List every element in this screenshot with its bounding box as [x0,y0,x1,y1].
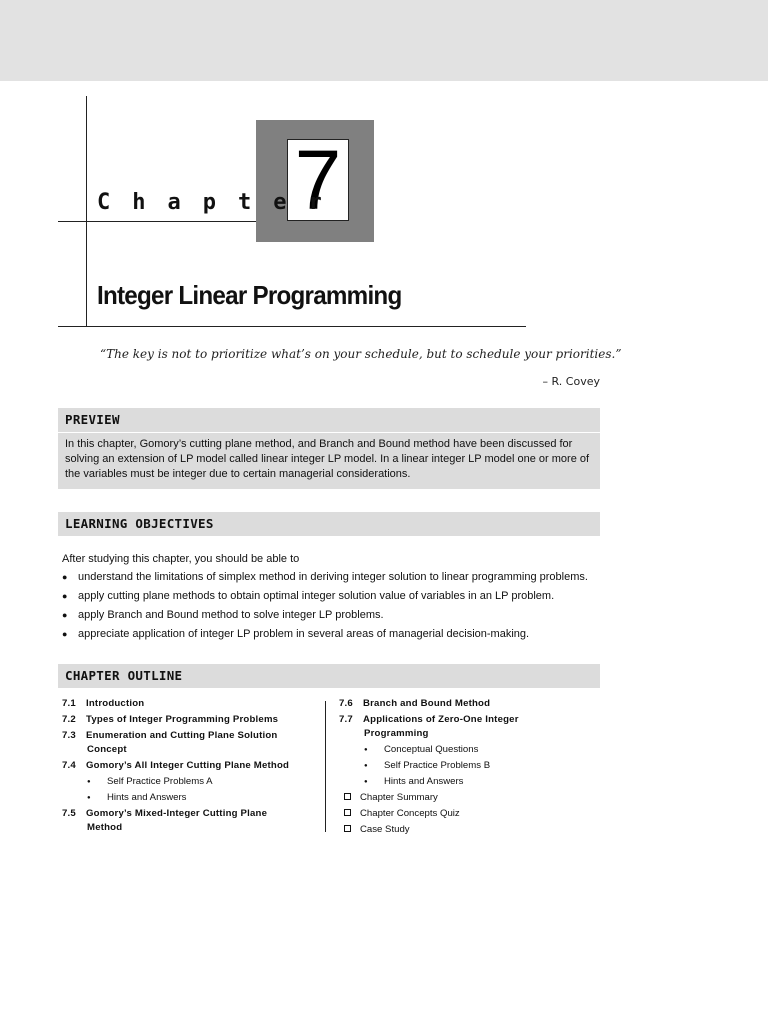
outline-item-continued: Method [87,822,123,833]
outline-divider [325,701,326,832]
checkbox-icon [344,825,351,832]
outline-item: 7.1 Introduction [62,698,145,709]
objectives-intro: After studying this chapter, you should be able to [62,553,300,565]
objective-item: ● understand the limitations of simplex method in deriving integer solution to linear programming problems. [62,570,602,584]
outline-box-item: Chapter Summary [339,791,599,805]
chapter-title: Integer Linear Programming [97,280,402,310]
outline-subitem: ● Hints and Answers [62,791,322,805]
outline-subitem: ● Hints and Answers [339,775,599,789]
outline-item: 7.6 Branch and Bound Method [339,698,491,709]
outline-item: 7.7 Applications of Zero-One Integer [339,714,519,725]
objective-item: ● apply Branch and Bound method to solve integer LP problems. [62,608,602,622]
checkbox-icon [344,809,351,816]
chapter-rule [58,221,270,222]
outline-heading-bar [58,664,600,688]
outline-subitem: ● Conceptual Questions [339,743,599,757]
outline-item: 7.3 Enumeration and Cutting Plane Solution [62,730,278,741]
outline-heading: CHAPTER OUTLINE [65,668,183,683]
chapter-number: 7 [294,139,342,221]
objectives-heading-bar [58,512,600,536]
preview-heading: PREVIEW [65,412,120,427]
outline-subitem: ● Self Practice Problems A [62,775,322,789]
top-banner [0,0,768,81]
chapter-word: Chapter [97,190,344,215]
epigraph-author: – R. Covey [542,375,600,388]
outline-item: 7.2 Types of Integer Programming Problems [62,714,279,725]
objective-item: ● apply cutting plane methods to obtain optimal integer solution value of variables in an LP problem. [62,589,602,603]
outline-item-continued: Concept [87,744,127,755]
outline-box-item: Chapter Concepts Quiz [339,807,599,821]
preview-heading-bar [58,408,600,432]
outline-box-item: Case Study [339,823,599,837]
outline-left-column [62,697,322,837]
outline-subitem: ● Self Practice Problems B [339,759,599,773]
title-rule [58,326,526,327]
objectives-heading: LEARNING OBJECTIVES [65,516,214,531]
objectives-section [62,553,602,646]
outline-item-continued: Programming [364,728,429,739]
objectives-list [62,570,602,641]
vertical-rule [86,96,87,326]
preview-body: In this chapter, Gomory’s cutting plane method, and Branch and Bound method have been discussed for solving an extension of LP model called linear integer LP model. In a linear integer LP model one or more of the variables must be integer due to certain managerial considerations. [58,433,600,489]
outline-right-column [339,697,599,839]
outline-item: 7.5 Gomory’s Mixed-Integer Cutting Plane [62,808,268,819]
epigraph-quote: “The key is not to prioritize what’s on your schedule, but to schedule your priorities.” [100,347,622,361]
checkbox-icon [344,793,351,800]
outline-item: 7.4 Gomory’s All Integer Cutting Plane Method [62,760,290,771]
objective-item: ● appreciate application of integer LP problem in several areas of managerial decision-making. [62,627,602,641]
